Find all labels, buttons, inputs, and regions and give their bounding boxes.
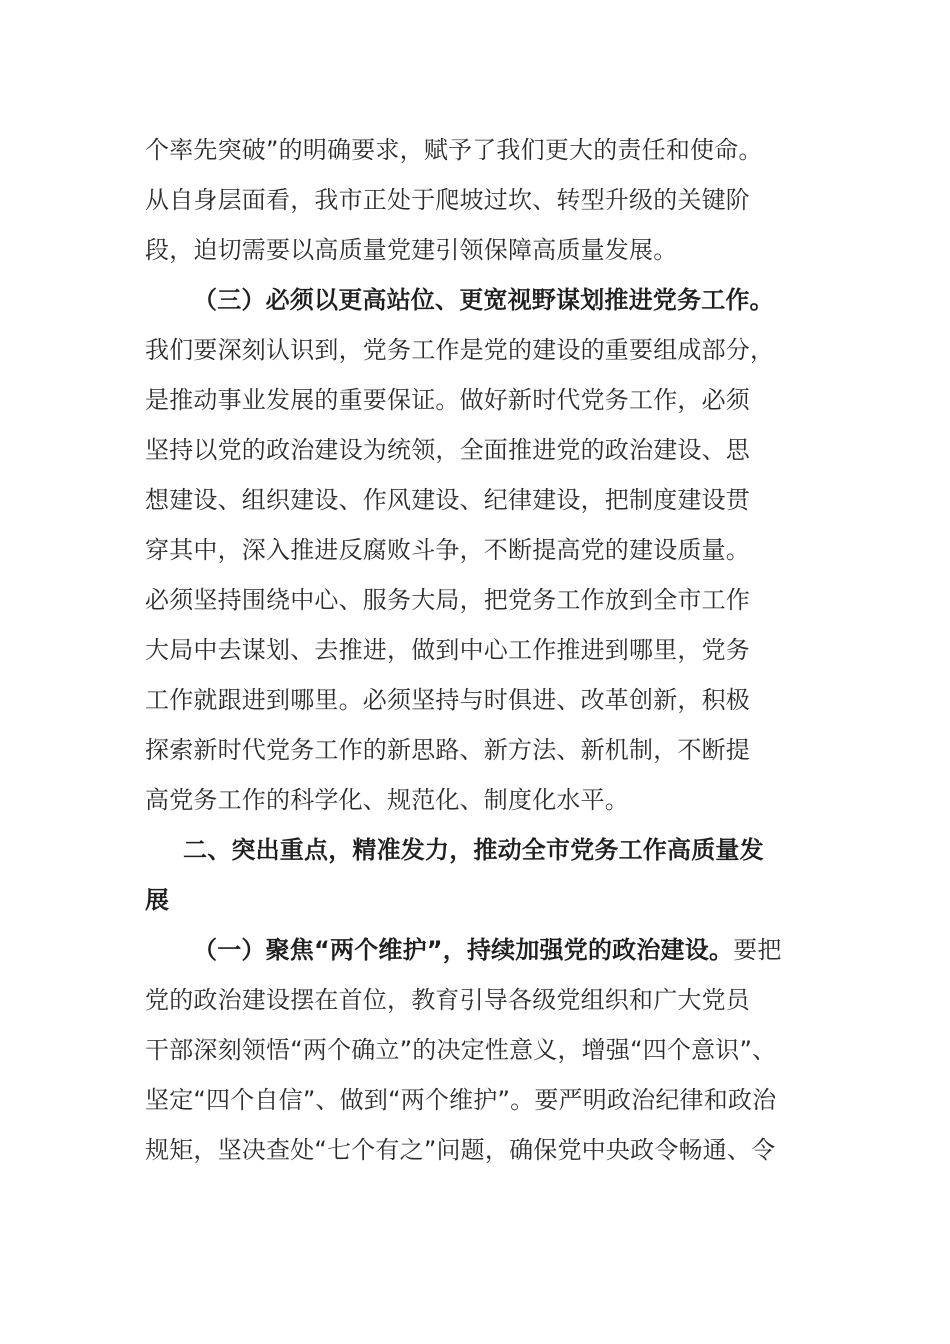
body-text-line: 我们要深刻认识到，党务工作是党的建设的重要组成部分，: [145, 336, 775, 364]
body-text-line: 党的政治建设摆在首位，教育引导各级党组织和广大党员: [145, 986, 750, 1014]
body-text-line: 段，迫切需要以高质量党建引领保障高质量发展。: [145, 236, 678, 264]
body-text-line: 大局中去谋划、去推进，做到中心工作推进到哪里，党务: [145, 636, 750, 664]
body-text-line: 坚定“四个自信”、做到“两个维护”。要严明政治纪律和政治: [145, 1086, 777, 1114]
body-text-line: 是推动事业发展的重要保证。做好新时代党务工作，必须: [145, 386, 750, 414]
subsection-heading-1: （一）聚焦“两个维护”，持续加强党的政治建设。: [193, 936, 734, 964]
body-text-line: 想建设、组织建设、作风建设、纪律建设，把制度建设贯: [145, 486, 750, 514]
section-heading-2-continued: 展: [145, 886, 170, 914]
subsection-heading-1-line: [145, 925, 815, 975]
body-text-line: 工作就跟进到哪里。必须坚持与时俱进、改革创新，积极: [145, 686, 750, 714]
body-text-line: 高党务工作的科学化、规范化、制度化水平。: [145, 786, 629, 814]
body-text-line: 必须坚持围绕中心、服务大局，把党务工作放到全市工作: [145, 586, 750, 614]
body-text-line: 从自身层面看，我市正处于爬坡过坎、转型升级的关键阶: [145, 186, 750, 214]
body-text-run: 要把: [733, 936, 782, 964]
section-heading-2: 二、突出重点，精准发力，推动全市党务工作高质量发: [183, 836, 764, 864]
document-body: [145, 125, 815, 1175]
body-text-line: 个率先突破”的明确要求，赋予了我们更大的责任和使命。: [145, 136, 763, 164]
body-text-line: 规矩，坚决查处“七个有之”问题，确保党中央政令畅通、令: [145, 1136, 776, 1164]
body-text-line: 穿其中，深入推进反腐败斗争，不断提高党的建设质量。: [145, 536, 750, 564]
body-text-line: 坚持以党的政治建设为统领，全面推进党的政治建设、思: [145, 436, 750, 464]
subsection-heading-3: （三）必须以更高站位、更宽视野谋划推进党务工作。: [193, 286, 774, 314]
body-text-line: 干部深刻领悟“两个确立”的决定性意义，增强“四个意识”、: [145, 1036, 777, 1064]
body-text-line: 探索新时代党务工作的新思路、新方法、新机制，不断提: [145, 736, 750, 764]
